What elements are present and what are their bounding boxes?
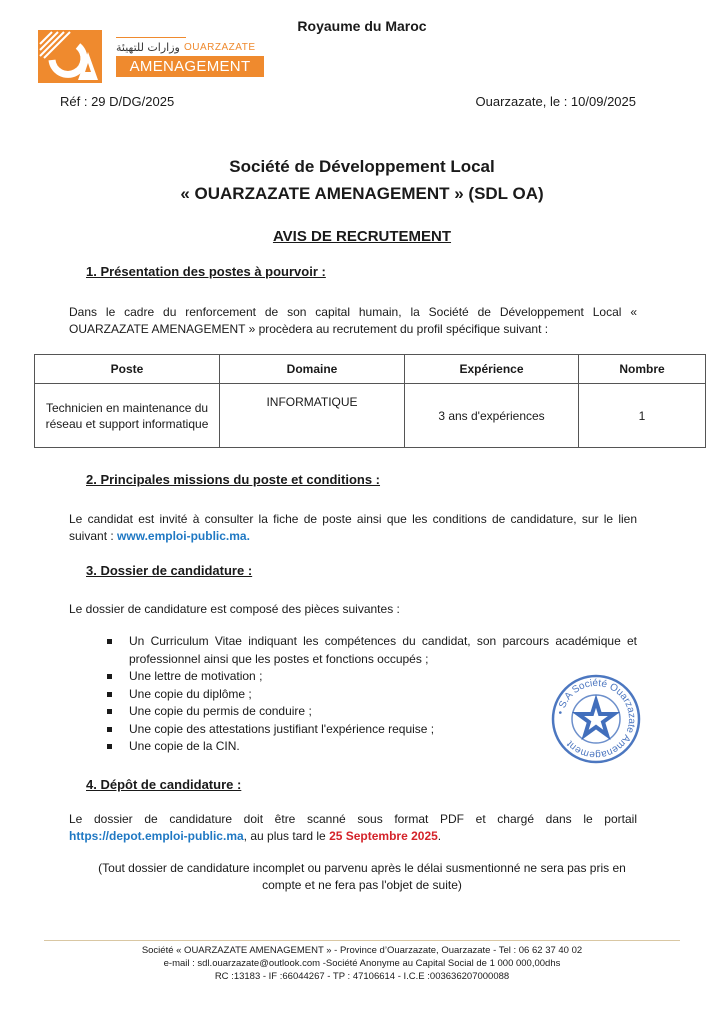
stamp-text: • S.A Société Ouarzazate Amenagement — [555, 677, 638, 761]
list-item: Une copie de la CIN. — [105, 738, 637, 756]
logo-latin-name: OUARZAZATE — [184, 42, 256, 53]
svg-text:• S.A Société Ouarzazate Amena — [555, 678, 637, 760]
section2-text — [69, 511, 637, 545]
section4-body-end: . — [437, 829, 442, 843]
footer-line1: Société « OUARZAZATE AMENAGEMENT » - Province d’Ouarzazate, Ouarzazate - Tel : 06 62 37 40 02 — [141, 945, 583, 956]
footer — [0, 944, 724, 983]
depot-portal-link[interactable]: https://depot.emploi-public.ma — [69, 829, 244, 843]
section2-body: Le candidat est invité à consulter la fiche de poste ainsi que les conditions de candidature, sur le lien suivant : — [69, 512, 637, 543]
section4-body: Le dossier de candidature doit être scanné sous format PDF et chargé dans le portail — [69, 812, 637, 826]
footer-line2: e-mail : sdl.ouarzazate@outlook.com -Société Anonyme au Capital Social de 1 000 000,00dhs — [163, 958, 561, 969]
star-seal-icon — [550, 673, 642, 765]
section3-title: 3. Dossier de candidature : — [86, 563, 253, 578]
document-title-line2: « OUARZAZATE AMENAGEMENT » (SDL OA) — [180, 184, 544, 203]
list-item: Une copie des attestations justifiant l'expérience requise ; — [105, 721, 637, 739]
incomplete-file-note: (Tout dossier de candidature incomplet ou parvenu après le délai susmentionné ne sera pas pris en compte et ne fera pas l'objet de suite) — [98, 861, 626, 892]
section4-body-middle: , au plus tard le — [243, 829, 330, 843]
cell-poste: Technicien en maintenance du réseau et support informatique — [35, 384, 220, 448]
deadline-date: 25 Septembre 2025 — [329, 829, 438, 843]
reference-number: Réf : 29 D/DG/2025 — [60, 94, 175, 109]
header-experience: Expérience — [405, 355, 579, 384]
table-header-row — [35, 355, 706, 384]
document-title-line1: Société de Développement Local — [229, 157, 495, 176]
place-date: Ouarzazate, le : 10/09/2025 — [475, 94, 636, 109]
kingdom-heading: Royaume du Maroc — [297, 18, 427, 34]
header-poste: Poste — [35, 355, 220, 384]
header-domaine: Domaine — [220, 355, 405, 384]
section1-title: 1. Présentation des postes à pourvoir : — [86, 264, 326, 279]
company-logo — [38, 30, 266, 83]
cell-domaine: INFORMATIQUE — [220, 384, 405, 448]
section1-intro: Dans le cadre du renforcement de son capital humain, la Société de Développement Local « OUARZAZATE AMENAGEMENT » procèdera au recrutement du profil spécifique suivant : — [69, 305, 637, 336]
list-item: Une lettre de motivation ; — [105, 668, 637, 686]
logo-arabic-name: وزارات للتهيئة — [116, 41, 180, 54]
section2-title: 2. Principales missions du poste et conditions : — [86, 472, 381, 487]
section4-title: 4. Dépôt de candidature : — [86, 777, 242, 792]
header-nombre: Nombre — [579, 355, 706, 384]
footer-divider — [44, 940, 680, 941]
cell-nombre: 1 — [579, 384, 706, 448]
positions-table — [34, 354, 706, 448]
footer-line3: RC :13183 - IF :66044267 - TP : 47106614 - I.C.E :003636207000088 — [214, 971, 510, 982]
table-row — [35, 384, 706, 448]
section3-intro: Le dossier de candidature est composé des pièces suivantes : — [69, 602, 400, 616]
list-item: Une copie du permis de conduire ; — [105, 703, 637, 721]
oa-logo-icon — [38, 30, 102, 83]
emploi-public-link[interactable]: www.emploi-public.ma. — [117, 529, 250, 543]
list-item: Un Curriculum Vitae indiquant les compétences du candidat, son parcours académique et professionnel ainsi que les postes et fonctions occupés ; — [105, 633, 637, 668]
logo-banner: AMENAGEMENT — [116, 56, 264, 77]
list-item: Une copie du diplôme ; — [105, 686, 637, 704]
logo-divider — [116, 37, 186, 38]
notice-heading: AVIS DE RECRUTEMENT — [272, 228, 452, 245]
company-stamp — [550, 673, 642, 765]
cell-experience: 3 ans d'expériences — [405, 384, 579, 448]
section4-text — [69, 811, 637, 845]
